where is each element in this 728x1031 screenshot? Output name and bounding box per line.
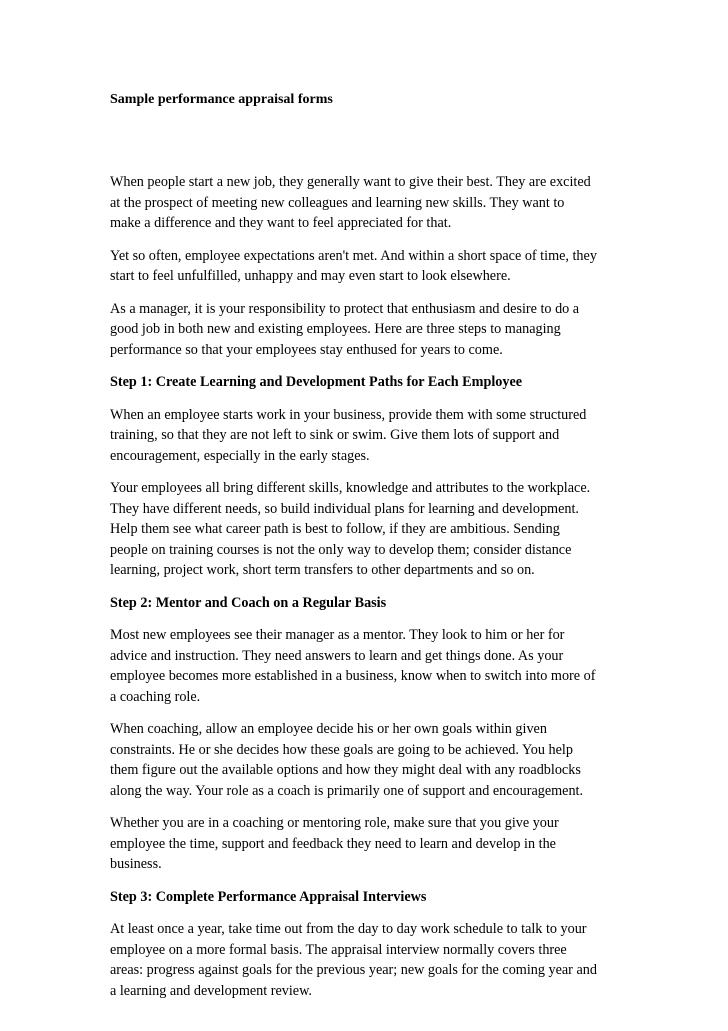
text-line: encouragement, especially in the early stages. — [110, 447, 370, 464]
text-line: them figure out the available options and how they might deal with any roadblocks — [110, 762, 581, 778]
document-title: Sample performance appraisal forms — [110, 92, 333, 107]
text-line: start to feel unfulfilled, unhappy and may even start to look elsewhere. — [110, 268, 511, 284]
text-line: people on training courses is not the only way to develop them; consider distance — [110, 541, 572, 558]
step-1-paragraph-2 — [110, 478, 632, 581]
text-line: They have different needs, so build individual plans for learning and development. — [110, 500, 579, 517]
step-2-paragraph-1 — [110, 625, 632, 707]
text-line: training, so that they are not left to sink or swim. Give them lots of support and — [110, 427, 560, 443]
text-line: a learning and development review. — [110, 982, 312, 999]
text-line: a coaching role. — [110, 688, 201, 705]
text-line: performance so that your employees stay enthused for years to come. — [110, 341, 503, 358]
text-line: learning, project work, short term transfers to other departments and so on. — [110, 562, 535, 578]
text-line: When coaching, allow an employee decide his or her own goals within given — [110, 721, 547, 737]
text-line: employee on a more formal basis. The appraisal interview normally covers three — [110, 941, 567, 958]
step-2-paragraph-2 — [110, 719, 632, 801]
text-line: Whether you are in a coaching or mentoring role, make sure that you give your — [110, 815, 559, 831]
text-line: Your employees all bring different skills, knowledge and attributes to the workplace. — [110, 480, 591, 496]
text-line: As a manager, it is your responsibility to protect that enthusiasm and desire to do a — [110, 300, 580, 317]
text-line: make a difference and they want to feel appreciated for that. — [110, 215, 452, 231]
text-line: When people start a new job, they generally want to give their best. They are excited — [110, 174, 591, 190]
text-line: areas: progress against goals for the previous year; new goals for the coming year and — [110, 962, 597, 978]
step-3-heading: Step 3: Complete Performance Appraisal Interviews — [110, 888, 427, 905]
text-line: Most new employees see their manager as a mentor. They look to him or her for — [110, 627, 565, 643]
text-line: employee the time, support and feedback they need to learn and develop in the — [110, 835, 556, 852]
intro-paragraph-1 — [110, 172, 632, 234]
text-line: good job in both new and existing employees. Here are three steps to managing — [110, 321, 561, 337]
text-line: along the way. Your role as a coach is primarily one of support and encouragement. — [110, 782, 584, 799]
text-line: advice and instruction. They need answers to learn and get things done. As your — [110, 647, 564, 664]
text-line: Yet so often, employee expectations aren't met. And within a short space of time, they — [110, 247, 597, 264]
intro-paragraph-2 — [110, 246, 632, 287]
step-1-paragraph-1 — [110, 405, 632, 467]
intro-paragraph-3 — [110, 299, 632, 361]
document-body — [110, 172, 632, 1013]
text-line: Help them see what career path is best to follow, if they are ambitious. Sending — [110, 521, 560, 537]
step-1-heading: Step 1: Create Learning and Development Paths for Each Employee — [110, 374, 523, 390]
step-3-paragraph-1 — [110, 919, 632, 1001]
text-line: constraints. He or she decides how these goals are going to be achieved. You help — [110, 741, 573, 758]
step-2-paragraph-3 — [110, 813, 632, 875]
text-line: employee becomes more established in a business, know when to switch into more of — [110, 668, 596, 684]
text-line: business. — [110, 856, 162, 872]
step-2-heading: Step 2: Mentor and Coach on a Regular Basis — [110, 594, 387, 611]
text-line: At least once a year, take time out from the day to day work schedule to talk to your — [110, 921, 587, 937]
text-line: at the prospect of meeting new colleagues and learning new skills. They want to — [110, 194, 565, 211]
text-line: When an employee starts work in your business, provide them with some structured — [110, 406, 587, 423]
